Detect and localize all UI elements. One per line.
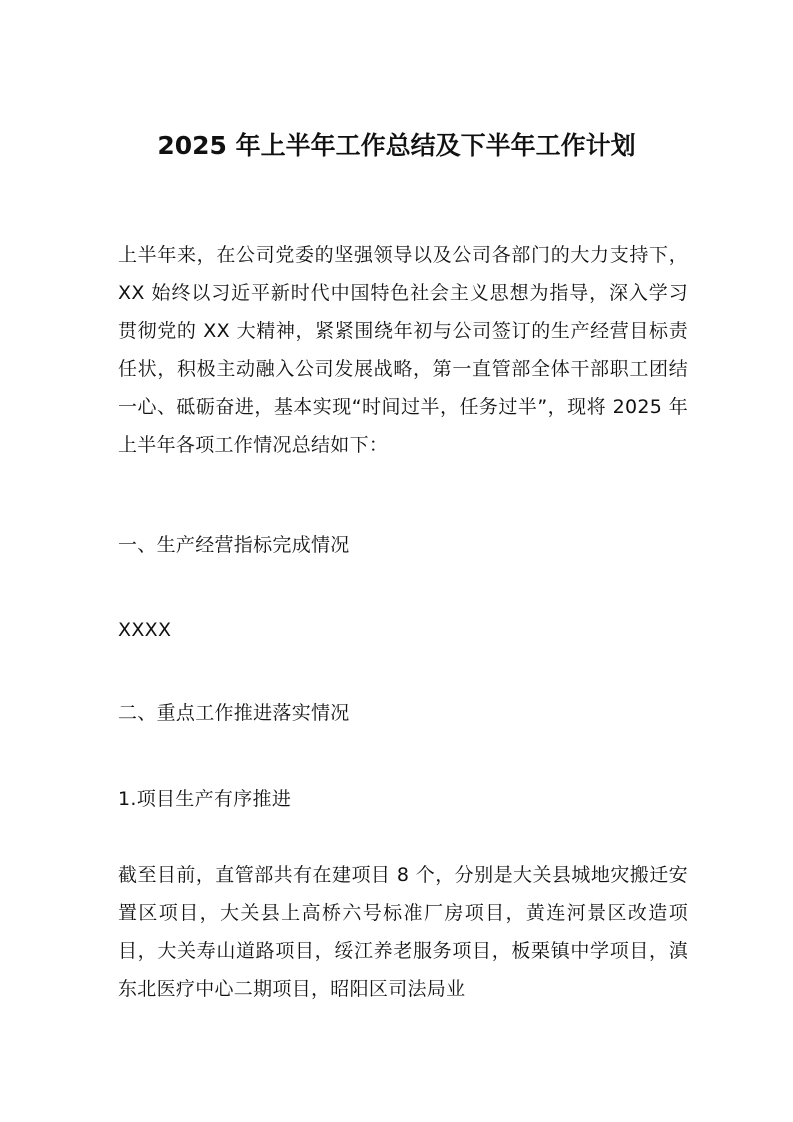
section-2-subheading-1: 1.项目生产有序推进	[118, 788, 292, 810]
document-title: 2025 年上半年工作总结及下半年工作计划	[157, 131, 636, 160]
section-2-heading: 二、重点工作推进落实情况	[118, 702, 350, 724]
projects-paragraph: 截至目前，直管部共有在建项目 8 个，分别是大关县城地灾搬迁安置区项目，大关县上高桥六号标准厂房项目，黄连河景区改造项目，大关寿山道路项目，绥江养老服务项目，板栗镇中学项目，滇东北医疗中心二期项目，昭阳区司法局业	[118, 864, 688, 1000]
section-1-body: XXXX	[118, 619, 172, 641]
section-1-heading: 一、生产经营指标完成情况	[118, 534, 350, 556]
intro-paragraph: 上半年来，在公司党委的坚强领导以及公司各部门的大力支持下，XX 始终以习近平新时代中国特色社会主义思想为指导，深入学习贯彻党的 XX 大精神，紧紧围绕年初与公司签订的生产经营目标责任状，积极主动融入公司发展战略，第一直管部全体干部职工团结一心、砥砺奋进，基本实现“时间过半，任务过半”，现将 2025 年上半年各项工作情况总结如下：	[118, 244, 688, 456]
